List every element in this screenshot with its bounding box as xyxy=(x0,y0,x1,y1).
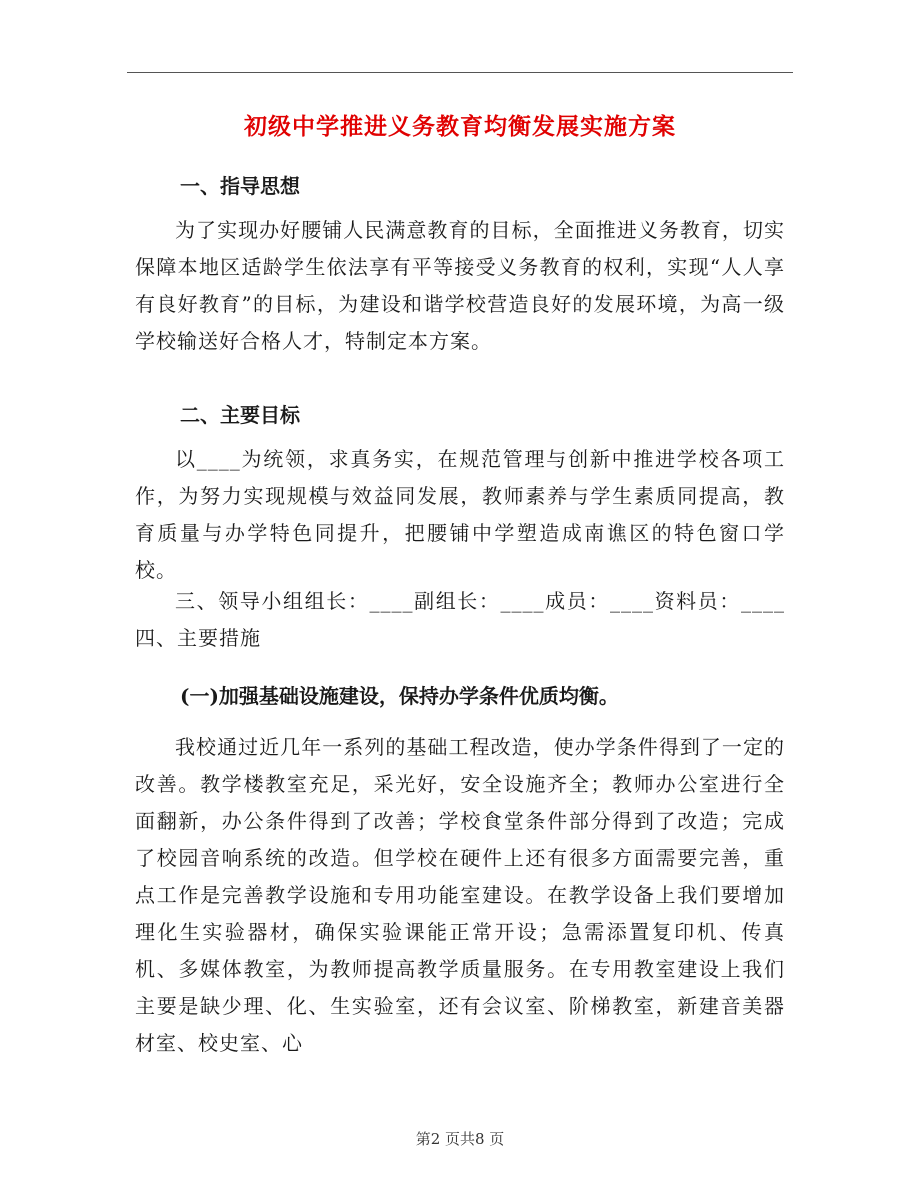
paragraph-main-goals: 以____为统领，求真务实，在规范管理与创新中推进学校各项工作，为努力实现规模与效益同发展，教师素养与学生素质同提高，教育质量与办学特色同提升，把腰铺中学塑造成南谯区的特色窗口学校。 xyxy=(135,447,785,582)
page-number: 第2 页共8 页 xyxy=(415,1130,505,1148)
section-heading-guiding-ideology: 一、指导思想 xyxy=(180,174,300,198)
paragraph-infrastructure: 我校通过近几年一系列的基础工程改造，使办学条件得到了一定的改善。教学楼教室充足，采光好，安全设施齐全；教师办公室进行全面翻新，办公条件得到了改善；学校食堂条件部分得到了改造；完成了校园音响系统的改造。但学校在硬件上还有很多方面需要完善，重点工作是完善教学设施和专用功能室建设。在教学设备上我们要增加理化生实验器材，确保实验课能正常开设；急需添置复印机、传真机、多媒体教室，为教师提高教学质量服务。在专用教室建设上我们主要是缺少理、化、生实验室，还有会议室、阶梯教室，新建音美器材室、校史室、心 xyxy=(135,735,785,1055)
section-heading-main-goals: 二、主要目标 xyxy=(180,403,300,427)
subsection-heading-infrastructure: (一)加强基础设施建设，保持办学条件优质均衡。 xyxy=(180,684,619,708)
paragraph-leadership-group: 三、领导小组组长：____副组长：____成员：____资料员：____四、主要措施 xyxy=(135,589,785,650)
paragraph-guiding-ideology: 为了实现办好腰铺人民满意教育的目标，全面推进义务教育，切实保障本地区适龄学生依法享有平等接受义务教育的权利，实现“人人享有良好教育”的目标，为建设和谐学校营造良好的发展环境，为高一级学校输送好合格人才，特制定本方案。 xyxy=(135,218,785,353)
document-title: 初级中学推进义务教育均衡发展实施方案 xyxy=(244,113,676,140)
header-rule xyxy=(127,72,793,73)
